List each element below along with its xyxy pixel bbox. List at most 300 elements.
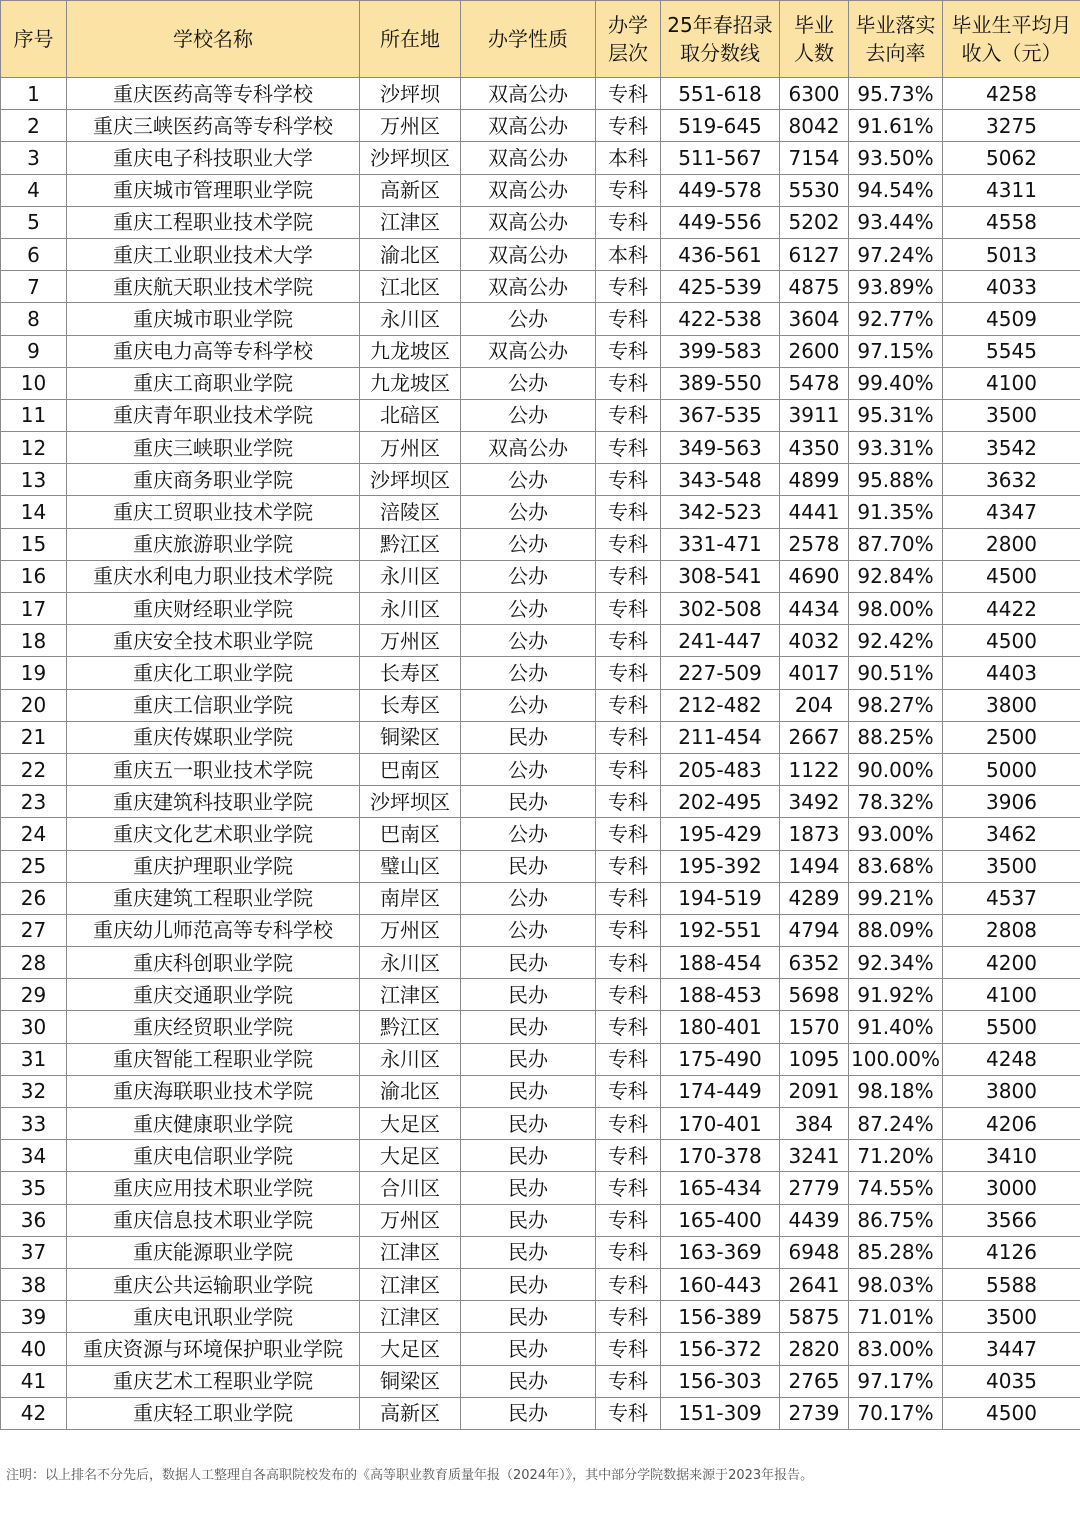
cell-graduates: 5875 [780,1301,849,1333]
table-row [1,1075,1080,1107]
cell-nature: 民办 [461,1172,596,1204]
header-label-line: 办学 [608,13,648,37]
cell-score-line: 151-309 [661,1397,780,1429]
cell-graduates: 1095 [780,1043,849,1075]
cell-placement-rate: 91.40% [849,1011,943,1043]
cell-monthly-income: 3500 [943,399,1080,431]
cell-school-name: 重庆航天职业技术学院 [67,271,360,303]
cell-monthly-income: 3500 [943,1301,1080,1333]
cell-graduates: 3241 [780,1140,849,1172]
cell-nature: 双高公办 [461,335,596,367]
cell-location: 合川区 [360,1172,461,1204]
table-row [1,528,1080,560]
table-row [1,1236,1080,1268]
cell-location: 永川区 [360,560,461,592]
cell-monthly-income: 3462 [943,818,1080,850]
cell-placement-rate: 70.17% [849,1397,943,1429]
cell-index: 28 [1,947,67,979]
cell-graduates: 4434 [780,593,849,625]
cell-nature: 公办 [461,818,596,850]
cell-graduates: 4017 [780,657,849,689]
cell-school-name: 重庆健康职业学院 [67,1108,360,1140]
header-score-line [661,1,780,78]
cell-placement-rate: 99.21% [849,882,943,914]
cell-monthly-income: 3566 [943,1204,1080,1236]
cell-placement-rate: 71.01% [849,1301,943,1333]
cell-graduates: 8042 [780,110,849,142]
table-row [1,657,1080,689]
cell-graduates: 2667 [780,721,849,753]
header-label-line: 所在地 [380,27,440,51]
header-label-line: 收入（元） [961,41,1062,65]
cell-placement-rate: 95.73% [849,78,943,110]
cell-nature: 民办 [461,1108,596,1140]
cell-index: 5 [1,206,67,238]
cell-index: 31 [1,1043,67,1075]
table-row [1,1108,1080,1140]
table-body [1,78,1080,1430]
cell-location: 涪陵区 [360,496,461,528]
cell-level: 专科 [596,335,661,367]
cell-school-name: 重庆工商职业学院 [67,367,360,399]
cell-score-line: 436-561 [661,238,780,270]
cell-placement-rate: 83.68% [849,850,943,882]
cell-location: 万州区 [360,1204,461,1236]
cell-placement-rate: 87.70% [849,528,943,560]
cell-nature: 公办 [461,399,596,431]
cell-index: 30 [1,1011,67,1043]
cell-graduates: 1570 [780,1011,849,1043]
cell-placement-rate: 95.31% [849,399,943,431]
cell-score-line: 192-551 [661,914,780,946]
cell-level: 专科 [596,1301,661,1333]
cell-score-line: 241-447 [661,625,780,657]
cell-location: 江北区 [360,271,461,303]
table-row [1,271,1080,303]
cell-index: 17 [1,593,67,625]
cell-index: 11 [1,399,67,431]
cell-school-name: 重庆电信职业学院 [67,1140,360,1172]
cell-score-line: 156-303 [661,1365,780,1397]
cell-monthly-income: 5500 [943,1011,1080,1043]
cell-score-line: 308-541 [661,560,780,592]
cell-placement-rate: 94.54% [849,174,943,206]
table-row [1,464,1080,496]
cell-score-line: 165-434 [661,1172,780,1204]
header-label-line: 取分数线 [680,41,760,65]
cell-location: 大足区 [360,1140,461,1172]
cell-score-line: 156-389 [661,1301,780,1333]
cell-location: 万州区 [360,625,461,657]
cell-graduates: 4899 [780,464,849,496]
cell-index: 27 [1,914,67,946]
cell-nature: 公办 [461,593,596,625]
cell-score-line: 163-369 [661,1236,780,1268]
cell-graduates: 3604 [780,303,849,335]
cell-location: 大足区 [360,1333,461,1365]
table-header-row [1,1,1080,78]
cell-location: 江津区 [360,1268,461,1300]
cell-placement-rate: 99.40% [849,367,943,399]
cell-monthly-income: 4311 [943,174,1080,206]
cell-nature: 双高公办 [461,238,596,270]
cell-school-name: 重庆建筑科技职业学院 [67,786,360,818]
cell-index: 37 [1,1236,67,1268]
cell-location: 万州区 [360,110,461,142]
cell-index: 34 [1,1140,67,1172]
cell-nature: 双高公办 [461,432,596,464]
cell-placement-rate: 83.00% [849,1333,943,1365]
cell-score-line: 202-495 [661,786,780,818]
cell-placement-rate: 93.00% [849,818,943,850]
cell-score-line: 160-443 [661,1268,780,1300]
table-row [1,1301,1080,1333]
cell-level: 专科 [596,979,661,1011]
cell-placement-rate: 93.50% [849,142,943,174]
cell-index: 35 [1,1172,67,1204]
cell-score-line: 422-538 [661,303,780,335]
cell-location: 南岸区 [360,882,461,914]
cell-nature: 民办 [461,786,596,818]
cell-level: 专科 [596,1204,661,1236]
cell-nature: 公办 [461,882,596,914]
cell-monthly-income: 4100 [943,367,1080,399]
cell-score-line: 511-567 [661,142,780,174]
header-label-line: 人数 [794,41,834,65]
cell-school-name: 重庆传媒职业学院 [67,721,360,753]
cell-score-line: 188-453 [661,979,780,1011]
header-label-line: 办学性质 [488,27,568,51]
cell-index: 7 [1,271,67,303]
table-row [1,238,1080,270]
cell-monthly-income: 3542 [943,432,1080,464]
table-row [1,1333,1080,1365]
footnote: 注明：以上排名不分先后，数据人工整理自各高职院校发布的《高等职业教育质量年报（2024年）》，其中部分学院数据来源于2023年报告。 [6,1468,814,1483]
cell-graduates: 1873 [780,818,849,850]
cell-nature: 民办 [461,721,596,753]
cell-level: 专科 [596,1075,661,1107]
cell-monthly-income: 2800 [943,528,1080,560]
cell-location: 万州区 [360,432,461,464]
cell-level: 专科 [596,593,661,625]
cell-monthly-income: 5545 [943,335,1080,367]
cell-nature: 公办 [461,625,596,657]
cell-level: 专科 [596,1172,661,1204]
cell-level: 专科 [596,1043,661,1075]
cell-graduates: 6127 [780,238,849,270]
cell-placement-rate: 91.92% [849,979,943,1011]
cell-school-name: 重庆青年职业技术学院 [67,399,360,431]
cell-school-name: 重庆资源与环境保护职业学院 [67,1333,360,1365]
cell-score-line: 425-539 [661,271,780,303]
cell-school-name: 重庆信息技术职业学院 [67,1204,360,1236]
table-row [1,1268,1080,1300]
cell-index: 16 [1,560,67,592]
cell-location: 渝北区 [360,238,461,270]
cell-level: 专科 [596,947,661,979]
table-row [1,818,1080,850]
cell-score-line: 211-454 [661,721,780,753]
cell-school-name: 重庆轻工职业学院 [67,1397,360,1429]
cell-placement-rate: 88.09% [849,914,943,946]
cell-nature: 公办 [461,657,596,689]
cell-nature: 民办 [461,1397,596,1429]
cell-graduates: 1494 [780,850,849,882]
cell-school-name: 重庆水利电力职业技术学院 [67,560,360,592]
cell-placement-rate: 97.24% [849,238,943,270]
header-nature [461,1,596,78]
cell-school-name: 重庆护理职业学院 [67,850,360,882]
table-row [1,721,1080,753]
cell-nature: 民办 [461,1011,596,1043]
table-row [1,303,1080,335]
table-row [1,432,1080,464]
table-row [1,142,1080,174]
cell-location: 黔江区 [360,528,461,560]
cell-school-name: 重庆电子科技职业大学 [67,142,360,174]
cell-graduates: 2779 [780,1172,849,1204]
cell-location: 高新区 [360,174,461,206]
cell-level: 专科 [596,206,661,238]
cell-monthly-income: 5588 [943,1268,1080,1300]
cell-level: 专科 [596,882,661,914]
cell-index: 9 [1,335,67,367]
cell-monthly-income: 5013 [943,238,1080,270]
cell-index: 39 [1,1301,67,1333]
cell-school-name: 重庆公共运输职业学院 [67,1268,360,1300]
cell-monthly-income: 3800 [943,689,1080,721]
cell-school-name: 重庆科创职业学院 [67,947,360,979]
cell-location: 铜梁区 [360,1365,461,1397]
cell-level: 专科 [596,850,661,882]
cell-score-line: 227-509 [661,657,780,689]
cell-school-name: 重庆五一职业技术学院 [67,753,360,785]
cell-monthly-income: 4403 [943,657,1080,689]
header-label-line: 序号 [13,27,54,51]
cell-level: 专科 [596,174,661,206]
cell-graduates: 4439 [780,1204,849,1236]
cell-graduates: 4289 [780,882,849,914]
cell-monthly-income: 3275 [943,110,1080,142]
cell-level: 专科 [596,1365,661,1397]
cell-placement-rate: 98.00% [849,593,943,625]
cell-level: 专科 [596,657,661,689]
cell-monthly-income: 3906 [943,786,1080,818]
cell-nature: 双高公办 [461,174,596,206]
cell-school-name: 重庆安全技术职业学院 [67,625,360,657]
cell-nature: 民办 [461,1075,596,1107]
header-placement-rate [849,1,943,78]
cell-graduates: 2578 [780,528,849,560]
cell-index: 2 [1,110,67,142]
cell-graduates: 4794 [780,914,849,946]
cell-graduates: 2091 [780,1075,849,1107]
cell-nature: 双高公办 [461,206,596,238]
cell-graduates: 2765 [780,1365,849,1397]
cell-nature: 公办 [461,367,596,399]
cell-level: 专科 [596,560,661,592]
cell-level: 专科 [596,818,661,850]
cell-score-line: 343-548 [661,464,780,496]
cell-location: 高新区 [360,1397,461,1429]
cell-monthly-income: 4500 [943,560,1080,592]
cell-placement-rate: 100.00% [849,1043,943,1075]
cell-monthly-income: 4422 [943,593,1080,625]
cell-nature: 公办 [461,914,596,946]
cell-score-line: 205-483 [661,753,780,785]
cell-placement-rate: 98.18% [849,1075,943,1107]
cell-score-line: 170-378 [661,1140,780,1172]
cell-graduates: 4690 [780,560,849,592]
cell-level: 专科 [596,432,661,464]
cell-placement-rate: 86.75% [849,1204,943,1236]
cell-monthly-income: 3500 [943,850,1080,882]
cell-school-name: 重庆应用技术职业学院 [67,1172,360,1204]
cell-school-name: 重庆电力高等专科学校 [67,335,360,367]
cell-level: 专科 [596,753,661,785]
cell-score-line: 170-401 [661,1108,780,1140]
cell-location: 永川区 [360,947,461,979]
table-row [1,1397,1080,1429]
cell-location: 九龙坡区 [360,367,461,399]
cell-index: 6 [1,238,67,270]
cell-placement-rate: 95.88% [849,464,943,496]
table-row [1,335,1080,367]
cell-nature: 民办 [461,1301,596,1333]
table-row [1,689,1080,721]
cell-index: 38 [1,1268,67,1300]
cell-graduates: 384 [780,1108,849,1140]
cell-nature: 公办 [461,496,596,528]
cell-location: 江津区 [360,1236,461,1268]
cell-score-line: 551-618 [661,78,780,110]
cell-index: 40 [1,1333,67,1365]
cell-location: 黔江区 [360,1011,461,1043]
header-label-line: 毕业 [794,13,834,37]
cell-school-name: 重庆财经职业学院 [67,593,360,625]
cell-school-name: 重庆建筑工程职业学院 [67,882,360,914]
cell-nature: 民办 [461,1333,596,1365]
cell-nature: 民办 [461,1043,596,1075]
cell-location: 渝北区 [360,1075,461,1107]
cell-graduates: 2600 [780,335,849,367]
cell-nature: 公办 [461,560,596,592]
cell-location: 巴南区 [360,818,461,850]
cell-score-line: 519-645 [661,110,780,142]
cell-level: 专科 [596,496,661,528]
cell-graduates: 7154 [780,142,849,174]
cell-index: 19 [1,657,67,689]
cell-level: 专科 [596,110,661,142]
cell-location: 长寿区 [360,689,461,721]
cell-monthly-income: 4347 [943,496,1080,528]
cell-level: 专科 [596,271,661,303]
cell-school-name: 重庆海联职业技术学院 [67,1075,360,1107]
table-row [1,979,1080,1011]
table-row [1,367,1080,399]
cell-level: 专科 [596,399,661,431]
cell-nature: 双高公办 [461,78,596,110]
cell-graduates: 5478 [780,367,849,399]
header-level [596,1,661,78]
cell-score-line: 180-401 [661,1011,780,1043]
cell-index: 10 [1,367,67,399]
cell-score-line: 302-508 [661,593,780,625]
cell-nature: 民办 [461,979,596,1011]
cell-placement-rate: 90.51% [849,657,943,689]
table-row [1,786,1080,818]
cell-nature: 民办 [461,1204,596,1236]
cell-index: 23 [1,786,67,818]
cell-level: 专科 [596,1236,661,1268]
cell-monthly-income: 4258 [943,78,1080,110]
cell-index: 1 [1,78,67,110]
table-row [1,625,1080,657]
cell-index: 24 [1,818,67,850]
cell-index: 33 [1,1108,67,1140]
cell-score-line: 399-583 [661,335,780,367]
header-index [1,1,67,78]
cell-score-line: 349-563 [661,432,780,464]
cell-level: 本科 [596,238,661,270]
cell-placement-rate: 98.03% [849,1268,943,1300]
cell-placement-rate: 92.84% [849,560,943,592]
cell-placement-rate: 85.28% [849,1236,943,1268]
cell-school-name: 重庆能源职业学院 [67,1236,360,1268]
cell-placement-rate: 90.00% [849,753,943,785]
cell-index: 29 [1,979,67,1011]
cell-nature: 公办 [461,303,596,335]
cell-school-name: 重庆交通职业学院 [67,979,360,1011]
cell-nature: 公办 [461,464,596,496]
cell-school-name: 重庆幼儿师范高等专科学校 [67,914,360,946]
cell-placement-rate: 74.55% [849,1172,943,1204]
cell-graduates: 4032 [780,625,849,657]
cell-index: 42 [1,1397,67,1429]
cell-school-name: 重庆旅游职业学院 [67,528,360,560]
table-row [1,399,1080,431]
cell-nature: 公办 [461,689,596,721]
table-row [1,1172,1080,1204]
cell-graduates: 6300 [780,78,849,110]
cell-graduates: 204 [780,689,849,721]
cell-index: 26 [1,882,67,914]
cell-monthly-income: 4500 [943,625,1080,657]
cell-monthly-income: 3447 [943,1333,1080,1365]
cell-monthly-income: 3632 [943,464,1080,496]
cell-placement-rate: 71.20% [849,1140,943,1172]
cell-monthly-income: 5000 [943,753,1080,785]
cell-monthly-income: 3800 [943,1075,1080,1107]
cell-level: 专科 [596,1397,661,1429]
cell-graduates: 5202 [780,206,849,238]
cell-index: 20 [1,689,67,721]
header-label-line: 层次 [608,41,648,65]
cell-index: 14 [1,496,67,528]
header-label-line: 毕业落实 [855,13,936,37]
table-row [1,174,1080,206]
cell-score-line: 367-535 [661,399,780,431]
cell-level: 专科 [596,625,661,657]
cell-index: 21 [1,721,67,753]
cell-placement-rate: 92.77% [849,303,943,335]
cell-school-name: 重庆工程职业技术学院 [67,206,360,238]
cell-score-line: 449-556 [661,206,780,238]
table-row [1,1043,1080,1075]
cell-index: 41 [1,1365,67,1397]
cell-index: 15 [1,528,67,560]
cell-monthly-income: 4033 [943,271,1080,303]
